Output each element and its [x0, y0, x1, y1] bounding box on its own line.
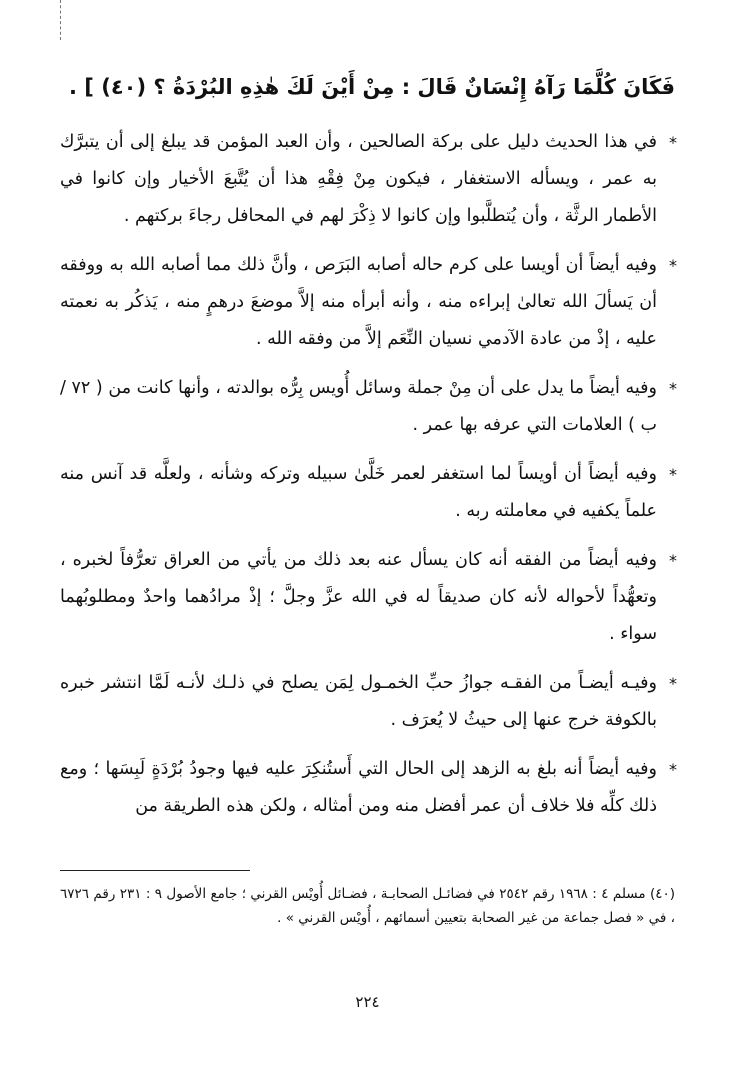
paragraph-text: وفيه أيضاً أن أويسا على كرم حاله أصابه البَرَص ، وأنَّ ذلك مما أصابه الله به ووفقه أن يَسألَ الله تعالىٰ إبراءه منه ، وأنه أبرأه منه إلاَّ موضعَ درهمٍ منه ، يَذكُر به نعمته عليه ، إذْ من عادة الآدمي نسيان النِّعَم إلاَّ من وفقه الله . — [60, 255, 657, 349]
bullet-star-icon: * — [669, 465, 677, 484]
paragraph-text: في هذا الحديث دليل على بركة الصالحين ، وأن العبد المؤمن قد يبلغ إلى أن يتبرَّك به عمر ، ويسأله الاستغفار ، فيكون مِنْ فِقْهِ هذا أن يُتَّبعَ الأخيار وإن كانوا في الأطمار الرثَّة ، وأن يُتطلَّبوا وإن كانوا لا ذِكْرَ لهم في المحافل رجاءَ بركتهم . — [60, 132, 657, 226]
paragraph-2 — [60, 247, 675, 358]
paragraph-text: وفيه أيضاً أن أويساً لما استغفر لعمر خَلَّىٰ سبيله وتركه وشأنه ، ولعلَّه قد آنس منه علماً يكفيه في معاملته ربه . — [60, 464, 657, 521]
paragraph-5 — [60, 542, 675, 653]
bullet-star-icon: * — [669, 760, 677, 779]
footnote-separator — [60, 870, 250, 871]
paragraph-3 — [60, 370, 675, 444]
paragraph-text: وفيـه أيضـاً من الفقـه جوازُ حبِّ الخمـول لِمَن يصلح في ذلـك لأنـه لَمَّا انتشر خبره بالكوفة خرج عنها إلى حيثُ لا يُعرَف . — [60, 673, 657, 730]
paragraph-6 — [60, 665, 675, 739]
page-number: ٢٢٤ — [355, 993, 380, 1011]
bullet-star-icon: * — [669, 256, 677, 275]
paragraph-4 — [60, 456, 675, 530]
bullet-star-icon: * — [669, 551, 677, 570]
page-body — [60, 60, 675, 837]
bullet-star-icon: * — [669, 674, 677, 693]
paragraph-text: وفيه أيضاً أنه بلغ به الزهد إلى الحال التي أَستُنكِرَ عليه فيها وجودُ بُرْدَةٍ لَبِسَها ؛ ومع ذلك كلِّه فلا خلاف أن عمر أفضل منه ومن أمثاله ، ولكن هذه الطريقة من — [60, 759, 657, 816]
opening-hadith-line: فَكَانَ كُلَّمَا رَآهُ إِنْسَانٌ قَالَ : مِنْ أَيْنَ لَكَ هٰذِهِ البُرْدَةُ ؟ (٤٠) ] . — [69, 75, 675, 99]
paragraph-7 — [60, 751, 675, 825]
paragraph-text: وفيه أيضاً ما يدل على أن مِنْ جملة وسائل أُويس بِرُّه بوالدته ، وأنها كانت من ( ٧٢ / ب ) العلامات التي عرفه بها عمر . — [60, 378, 657, 435]
bullet-star-icon: * — [669, 133, 677, 152]
paragraph-text: وفيه أيضاً من الفقه أنه كان يسأل عنه بعد ذلك من يأتي من العراق تعرُّفاً لخبره ، وتعهُّداً لأحواله لأنه كان صديقاً له في الله عزَّ وجلَّ ؛ إذْ مرادُهما واحدٌ ومطلوبُهما سواء . — [60, 550, 657, 644]
margin-guide-line — [60, 0, 61, 40]
paragraph-1 — [60, 124, 675, 235]
footnote: (٤٠) مسلم ٤ : ١٩٦٨ رقم ٢٥٤٢ في فضائـل الصحابـة ، فضـائل أُويْس القرني ؛ جامع الأصول ٩ : ٢٣١ رقم ٦٧٢٦ ، في « فصل جماعة من غير الصحابة بتعيين أسمائهم ، أُويْس القرني » . — [60, 886, 676, 926]
bullet-star-icon: * — [669, 379, 677, 398]
